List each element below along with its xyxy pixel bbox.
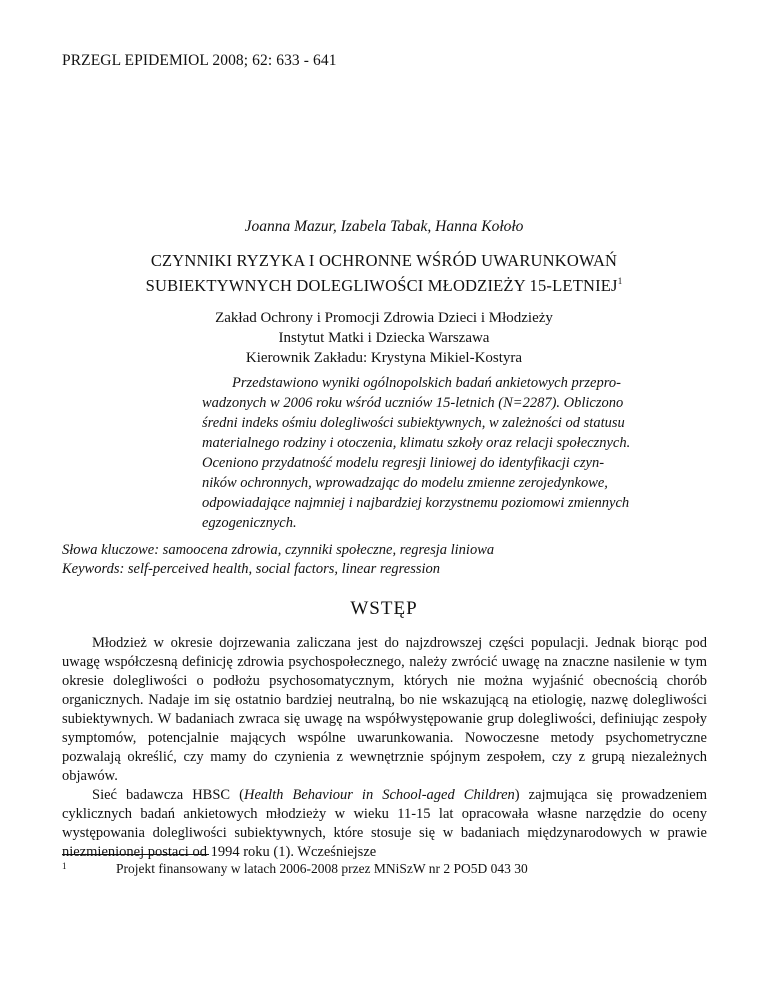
keywords-polish: Słowa kluczowe: samoocena zdrowia, czynniki społeczne, regresja liniowa (62, 542, 495, 558)
affiliation-head: Kierownik Zakładu: Krystyna Mikiel-Kostyra (245, 350, 523, 366)
abstract-line: wadzonych w 2006 roku wśród uczniów 15-letnich (N=2287). Obliczono (202, 395, 624, 411)
title-line-2-text: SUBIEKTYWNYCH DOLEGLIWOŚCI MŁODZIEŻY 15-LETNIEJ (145, 276, 618, 295)
affiliation-department: Zakład Ochrony i Promocji Zdrowia Dzieci i Młodzieży (215, 310, 553, 326)
abstract-line: średni indeks ośmiu dolegliwości subiektywnych, w zależności od statusu (202, 415, 625, 431)
abstract-line: odpowiadające najmniej i najbardziej korzystnemu poziomowi zmiennych (202, 495, 630, 511)
body-paragraph: Młodzież w okresie dojrzewania zaliczana jest do najzdrowszej części populacji. Jednak biorąc pod uwagę współczesną definicję zdrowia psychospołecznego, należy zwrócić uwagę na znaczne nasilenie w tym okresie dolegliwości o podłożu psychosomatycznym, których nie można wyjaśnić obecnością chorób organicznych. Nadaje im się ostatnio bardziej neutralną, bo nie wskazującą na etiologię, nazwę dolegliwości subiektywnych. W badaniach zwraca się uwagę na współwystępowanie grup dolegliwości, definiując zespoły symptomów, potencjalnie mających wspólne uwarunkowania. Nowoczesne metody psychometryczne pozwalają określić, czy mamy do czynienia z wewnętrznie spójnym zespołem, czy z grupą niezależnych objawów. (62, 635, 707, 784)
footnote-mark: 1 (62, 861, 67, 871)
hbsc-full-name: Health Behaviour in School-aged Children (243, 787, 515, 803)
body-paragraph (62, 786, 707, 862)
journal-citation: PRZEGL EPIDEMIOL 2008; 62: 633 - 641 (62, 52, 337, 69)
title-footnote-mark: 1 (617, 276, 623, 286)
abstract (202, 373, 707, 533)
section-heading: WSTĘP (350, 598, 418, 619)
footnote (62, 861, 528, 878)
title-line-1: CZYNNIKI RYZYKA I OCHRONNE WŚRÓD UWARUNKOWAŃ (150, 251, 618, 270)
abstract-line: Oceniono przydatność modelu regresji liniowej do identyfikacji czyn- (202, 455, 605, 471)
abstract-line: Przedstawiono wyniki ogólnopolskich badań ankietowych przepro- (232, 375, 621, 391)
footnote-divider (62, 854, 209, 855)
paragraph-text: Sieć badawcza HBSC ( (92, 787, 244, 803)
authors: Joanna Mazur, Izabela Tabak, Hanna Kołoło (244, 218, 524, 235)
abstract-line: ników ochronnych, wprowadzając do modelu zmienne zerojedynkowe, (202, 475, 608, 491)
article-body (62, 634, 707, 862)
paragraph-text: ) zajmująca się prowadzeniem cyklicznych badań ankietowych młodzieży w wieku 11-15 lat opracowała własne narzędzie do oceny występowania dolegliwości subiektywnych, które stosuje się w badaniach międzynarodowych w prawie niezmienionej postaci od 1994 roku (1). Wcześniejsze (62, 787, 707, 860)
abstract-line: egzogenicznych. (202, 515, 297, 531)
affiliation-institute: Instytut Matki i Dziecka Warszawa (278, 330, 490, 346)
abstract-line: materialnego rodziny i otoczenia, klimatu szkoły oraz relacji społecznych. (202, 435, 631, 451)
article-title (0, 250, 768, 296)
title-line-2 (0, 271, 768, 296)
keywords-english: Keywords: self-perceived health, social factors, linear regression (62, 561, 441, 577)
affiliation (0, 308, 768, 368)
footnote-text: Projekt finansowany w latach 2006-2008 przez MNiSzW nr 2 PO5D 043 30 (116, 861, 528, 876)
keywords (62, 541, 707, 579)
